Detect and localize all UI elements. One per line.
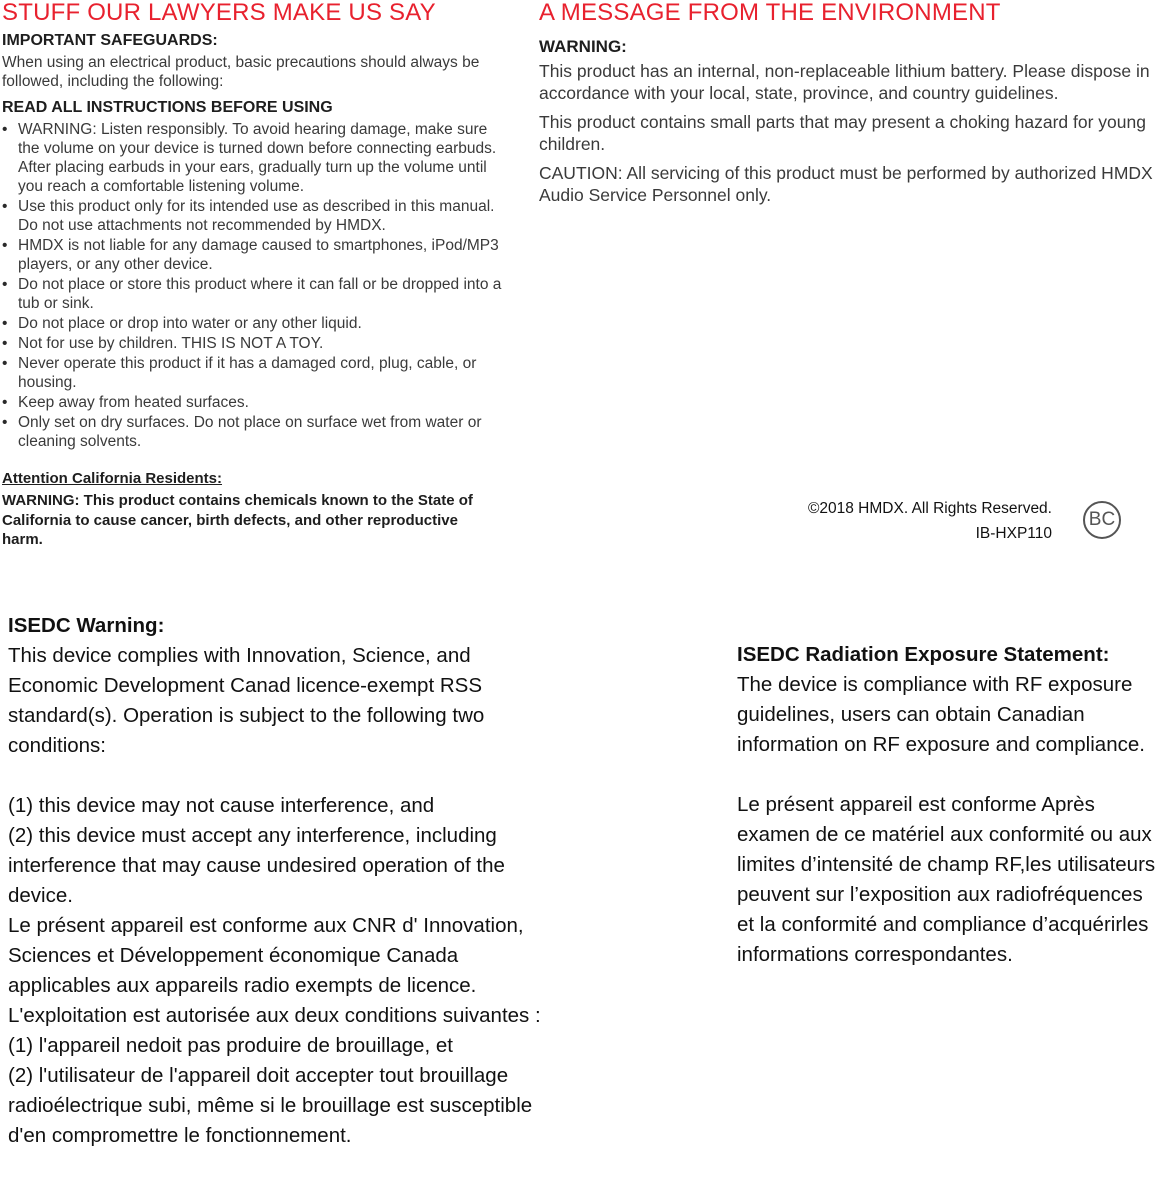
isedc-warning-heading: ISEDC Warning: xyxy=(8,614,165,637)
safeguards-heading: IMPORTANT SAFEGUARDS: xyxy=(2,32,218,49)
environment-title: A MESSAGE FROM THE ENVIRONMENT xyxy=(539,0,1001,26)
list-item: • Do not place or store this product where it can fall or be dropped into a tub or sink. xyxy=(2,275,508,313)
isedc-radiation-section xyxy=(737,640,1159,970)
lawyers-section xyxy=(2,0,508,452)
list-item: • WARNING: Listen responsibly. To avoid hearing damage, make sure the volume on your device is turned down before connecting earbuds. After placing earbuds in your ears, gradually turn up the volume until you reach a comfortable listening volume. xyxy=(2,120,508,196)
radiation-heading: ISEDC Radiation Exposure Statement: xyxy=(737,643,1110,666)
lawyers-title: STUFF OUR LAWYERS MAKE US SAY xyxy=(2,0,436,26)
isedc-warning-section xyxy=(8,611,553,1151)
bc-logo-icon: BC xyxy=(1083,501,1121,539)
list-item: • Not for use by children. THIS IS NOT A TOY. xyxy=(2,334,508,353)
safeguard-list xyxy=(2,120,508,451)
list-item: • HMDX is not liable for any damage caused to smartphones, iPod/MP3 players, or any other device. xyxy=(2,236,508,274)
isedc-condition-1: (1) this device may not cause interference, and xyxy=(8,794,435,817)
isedc-warning-intro: This device complies with Innovation, Science, and Economic Development Canad licence-exempt RSS standard(s). Operation is subject to the following two conditions: xyxy=(8,644,485,757)
servicing-paragraph: CAUTION: All servicing of this product must be performed by authorized HMDX Audio Service Personnel only. xyxy=(539,163,1153,205)
california-warning: WARNING: This product contains chemicals known to the State of California to cause cancer, birth defects, and other reproductive harm. xyxy=(2,492,473,548)
list-item: • Never operate this product if it has a damaged cord, plug, cable, or housing. xyxy=(2,354,508,392)
isedc-french-condition-1: (1) l'appareil nedoit pas produire de brouillage, et xyxy=(8,1034,453,1057)
california-heading: Attention California Residents: xyxy=(2,470,223,487)
choking-paragraph: This product contains small parts that may present a choking hazard for young children. xyxy=(539,112,1146,154)
list-item: • Use this product only for its intended use as described in this manual. Do not use attachments not recommended by HMDX. xyxy=(2,197,508,235)
copyright-block xyxy=(700,496,1052,546)
list-item: • Keep away from heated surfaces. xyxy=(2,393,508,412)
isedc-french-intro: Le présent appareil est conforme aux CNR d' Innovation, Sciences et Développement économique Canada applicables aux appareils radio exempts de licence. L'exploitation est autorisée aux deux conditions suivantes : xyxy=(8,914,541,1027)
list-item: • Only set on dry surfaces. Do not place on surface wet from water or cleaning solvents. xyxy=(2,413,508,451)
environment-section xyxy=(539,0,1157,213)
isedc-condition-2: (2) this device must accept any interference, including interference that may cause undesired operation of the device. xyxy=(8,824,505,907)
isedc-french-condition-2: (2) l'utilisateur de l'appareil doit accepter tout brouillage radioélectrique subi, même si le brouillage est susceptible d'en compromettre le fonctionnement. xyxy=(8,1064,533,1147)
copyright-text: ©2018 HMDX. All Rights Reserved. xyxy=(807,500,1052,517)
model-code: IB-HXP110 xyxy=(975,525,1052,542)
radiation-english: The device is compliance with RF exposure guidelines, users can obtain Canadian information on RF exposure and compliance. xyxy=(737,673,1145,756)
california-section xyxy=(2,469,502,550)
environment-warning-heading: WARNING: xyxy=(539,37,627,56)
list-item: • Do not place or drop into water or any other liquid. xyxy=(2,314,508,333)
read-instructions-heading: READ ALL INSTRUCTIONS BEFORE USING xyxy=(2,99,333,116)
battery-paragraph: This product has an internal, non-replaceable lithium battery. Please dispose in accordance with your local, state, province, and country guidelines. xyxy=(539,61,1150,103)
radiation-french: Le présent appareil est conforme Après examen de ce matériel aux conformité ou aux limites d’intensité de champ RF,les utilisateurs peuvent sur l’exposition aux radiofréquences et la conformité and compliance d’acquérirles informations correspondantes. xyxy=(737,793,1156,966)
safeguards-text: When using an electrical product, basic precautions should always be followed, including the following: xyxy=(2,54,480,90)
